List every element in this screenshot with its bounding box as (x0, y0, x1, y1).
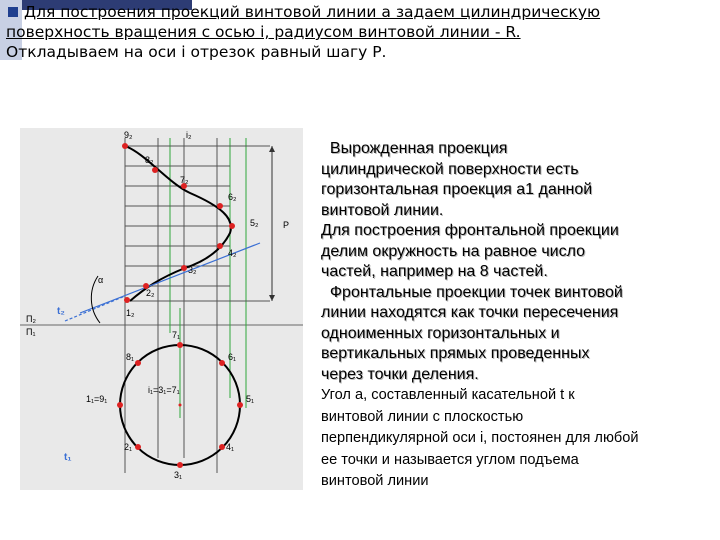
label-point-9-2: 9₂ (124, 130, 133, 140)
label-point-2-2: 2₂ (146, 288, 155, 298)
text-line: через точки деления. (321, 365, 479, 383)
label-alpha: α (98, 275, 104, 285)
label-pitch-p: P (283, 220, 290, 230)
label-circle-4: 4₁ (226, 442, 235, 452)
label-point-5-2: 5₂ (250, 218, 259, 228)
label-point-6-2: 6₂ (228, 192, 237, 202)
header-line-1: Для построения проекций винтовой линии а задаем цилиндрическую (24, 3, 601, 21)
text-line: винтовой линии (321, 473, 429, 489)
header-line-2: поверхность вращения с осью i, радиусом винтовой линии - R. (6, 23, 521, 41)
text-line: линии находятся как точки пересечения (321, 304, 619, 321)
label-pi1: П₁ (26, 327, 36, 337)
label-i2: i₂ (186, 130, 192, 140)
text-line: вертикальных прямых проведенных (321, 345, 590, 362)
label-point-1-2: 1₂ (126, 308, 135, 318)
text-line: цилиндрической поверхности есть (321, 160, 579, 178)
label-point-4-2: 4₂ (228, 248, 237, 258)
header-text (6, 2, 716, 62)
explanation-text (321, 139, 716, 493)
helix-projection-figure (20, 128, 303, 490)
label-center: i₁=3₁=7₁ (148, 385, 180, 395)
text-line: горизонтальная проекция а1 данной (321, 181, 593, 198)
text-line: ее точки и называется углом подъема (321, 451, 579, 468)
label-t2: t₂ (57, 306, 65, 317)
label-pi2: П₂ (26, 314, 36, 324)
label-circle-8: 8₁ (126, 352, 135, 362)
label-circle-3: 3₁ (174, 470, 183, 480)
square-bullet-icon (8, 7, 18, 17)
text-line: перпендикулярной оси i, постоянен для любой (321, 430, 639, 446)
label-point-8-2: 8₂ (145, 155, 154, 165)
label-point-7-2: 7₂ (180, 175, 189, 185)
label-t1: t₁ (64, 452, 72, 463)
text-line: одноименных горизонтальных и (321, 324, 560, 342)
text-line: Фронтальные проекции точек винтовой (321, 283, 623, 301)
text-line: винтовой линии. (321, 201, 444, 219)
text-line: делим окружность на равное число (321, 242, 586, 260)
label-circle-1-9: 1₁=9₁ (86, 394, 108, 404)
helix-drawing (20, 128, 303, 490)
text-line: Угол a, составленный касательной t к (321, 387, 575, 403)
paragraph-frontal-projection (321, 221, 716, 283)
label-circle-7: 7₁ (172, 330, 181, 340)
text-line: частей, например на 8 частей. (321, 263, 548, 280)
label-point-3-2: 3₂ (188, 265, 197, 275)
paragraph-degenerate-projection (321, 139, 716, 221)
text-line: Для построения фронтальной проекции (321, 222, 619, 239)
paragraph-lift-angle (321, 385, 716, 493)
text-line: винтовой линии с плоскостью (321, 408, 524, 425)
text-line: Вырожденная проекция (321, 140, 508, 157)
label-circle-6: 6₁ (228, 352, 237, 362)
paragraph-frontal-points (321, 283, 716, 386)
label-circle-5: 5₁ (246, 394, 255, 404)
header-line-3: Откладываем на оси i отрезок равный шагу Р. (6, 43, 387, 61)
label-circle-2: 2₁ (124, 442, 133, 452)
